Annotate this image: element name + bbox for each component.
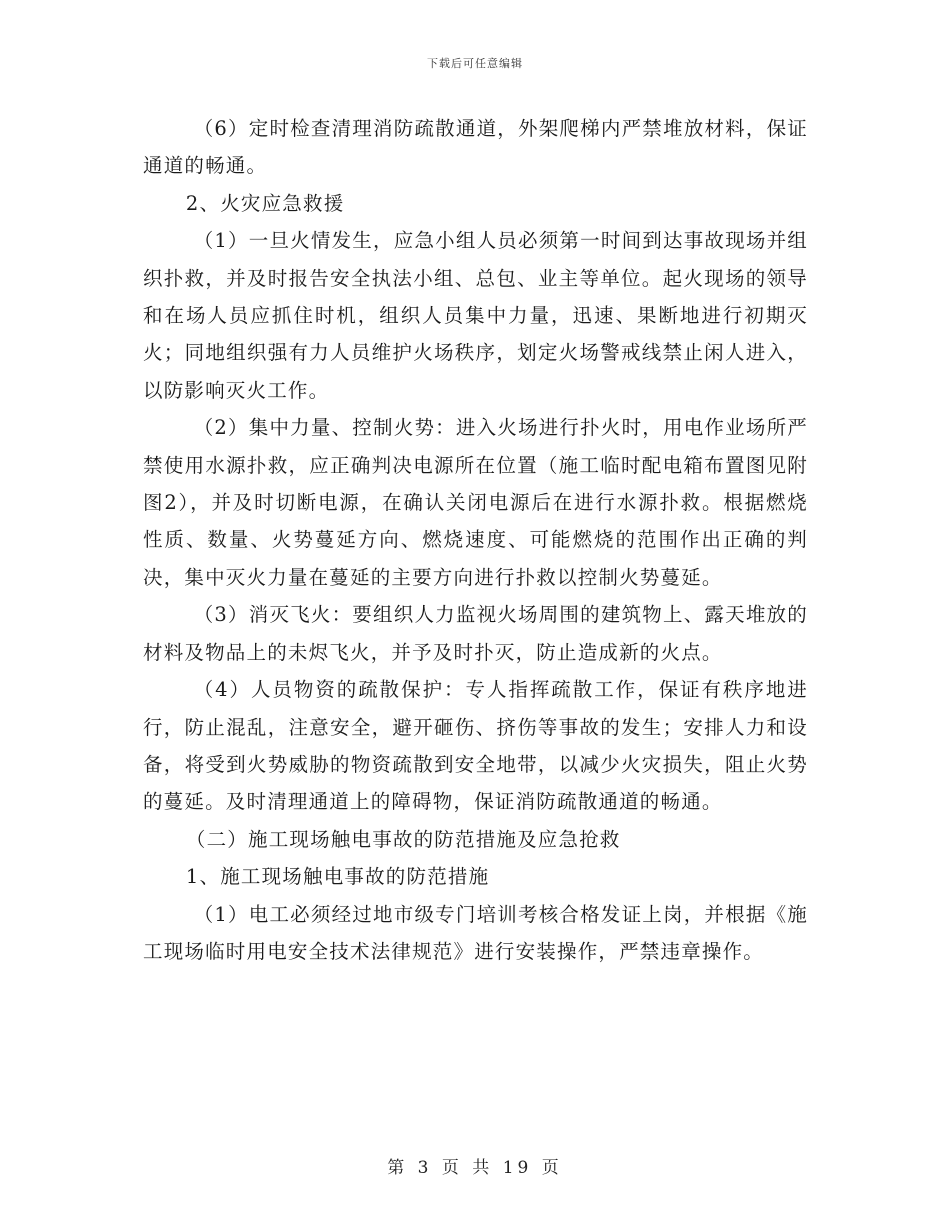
paragraph-item-6-passage: （6）定时检查清理消防疏散通道，外架爬梯内严禁堆放材料，保证通道的畅通。 [143, 117, 808, 178]
paragraph-item-3-fire: （3）消灭飞火：要组织人力监视火场周围的建筑物上、露天堆放的材料及物品上的未烬飞火，并予及时扑灭，防止造成新的火点。 [143, 603, 808, 664]
subsection-heading-electric-prevention: 1、施工现场触电事故的防范措施 [185, 865, 490, 889]
document-body [143, 110, 808, 970]
paragraph-item-4-fire: （4）人员物资的疏散保护：专人指挥疏散工作，保证有秩序地进行，防止混乱，注意安全，避开砸伤、挤伤等事故的发生；安排人力和设备，将受到火势威胁的物资疏散到安全地带，以减少火灾损失，阻止火势的蔓延。及时清理通道上的障碍物，保证消防疏散通道的畅通。 [143, 678, 808, 814]
section-heading-electric-shock: （二）施工现场触电事故的防范措施及应急抢救 [185, 827, 621, 851]
section-heading-fire-rescue: 2、火灾应急救援 [185, 191, 345, 215]
page-header: 下载后可任意编辑 [427, 57, 523, 70]
paragraph-item-1-fire: （1）一旦火情发生，应急小组人员必须第一时间到达事故现场并组织扑救，并及时报告安全执法小组、总包、业主等单位。起火现场的领导和在场人员应抓住时机，组织人员集中力量，迅速、果断地进行初期灭火；同地组织强有力人员维护火场秩序，划定火场警戒线禁止闲人进入，以防影响灭火工作。 [143, 229, 808, 402]
page-number-footer: 第 3 页 共 19 页 [387, 1158, 563, 1178]
paragraph-item-1-electric: （1）电工必须经过地市级专门培训考核合格发证上岗，并根据《施工现场临时用电安全技术法律规范》进行安装操作，严禁违章操作。 [143, 902, 808, 963]
paragraph-item-2-fire: （2）集中力量、控制火势：进入火场进行扑火时，用电作业场所严禁使用水源扑救，应正确判决电源所在位置（施工临时配电箱布置图见附图2），并及时切断电源，在确认关闭电源后在进行水源扑救。根据燃烧性质、数量、火势蔓延方向、燃烧速度、可能燃烧的范围作出正确的判决，集中灭火力量在蔓延的主要方向进行扑救以控制火势蔓延。 [143, 416, 808, 589]
